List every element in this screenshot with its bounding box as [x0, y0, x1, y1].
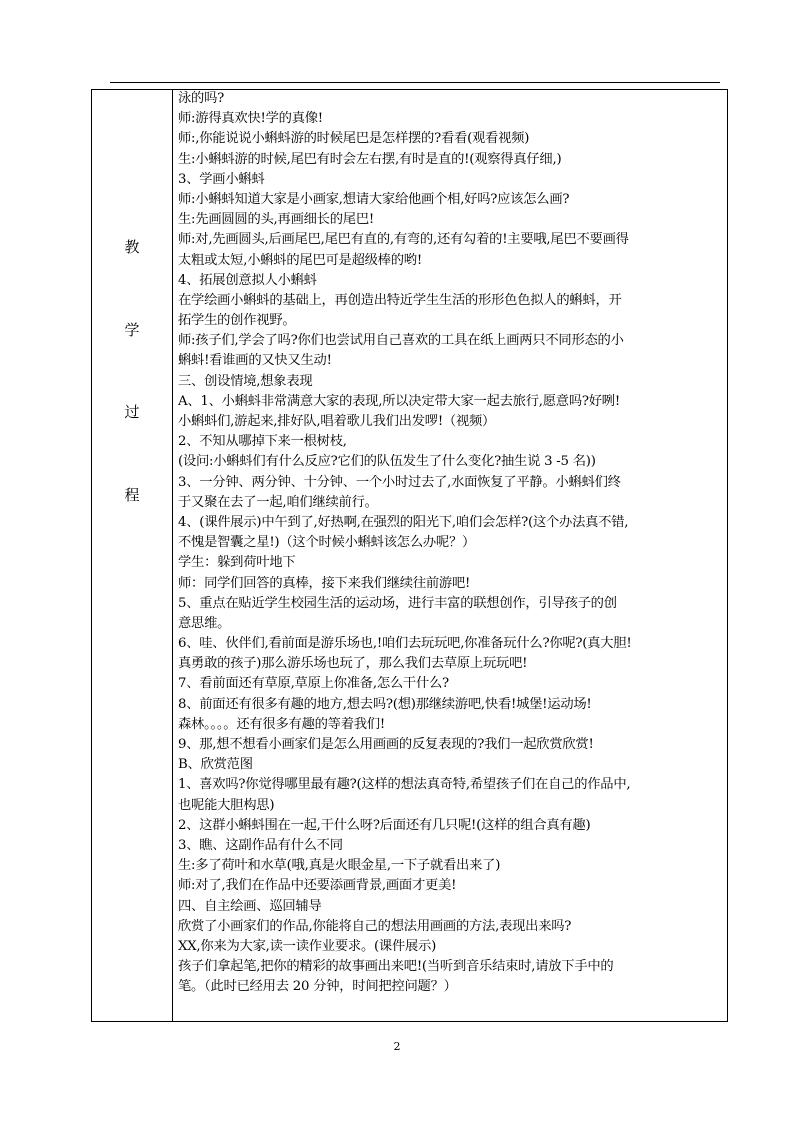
section-label-cell [92, 90, 172, 1021]
content-line: 不愧是智囊之星!)（这个时候小蝌蚪该怎么办呢？） [178, 535, 476, 551]
lesson-content-cell [178, 89, 724, 997]
content-line: XX,你来为大家,读一读作业要求。(课件展示) [178, 938, 437, 954]
section-label-char: 程 [124, 486, 140, 504]
content-line: 在学绘画小蝌蚪的基础上，再创造出特近学生生活的形形色色拟人的蝌蚪，开 [178, 292, 622, 308]
content-line: 6、哇、伙伴们,看前面是游乐场也,!咱们去玩玩吧,你准备玩什么?你呢?(真大胆! [178, 636, 632, 652]
content-line: 三、创设情境,想象表现 [178, 373, 313, 389]
content-line: 生:先画圆圆的头,再画细长的尾巴! [178, 212, 374, 228]
page-number: 2 [393, 1040, 401, 1053]
content-line: 生:多了荷叶和水草(哦,真是火眼金星,一下子就看出来了) [178, 858, 501, 874]
section-label-char: 过 [124, 403, 140, 421]
content-line: 拓学生的创作视野。 [178, 313, 296, 329]
content-line: 3、瞧、这副作品有什么不同 [178, 837, 343, 853]
content-line: 师:,你能说说小蝌蚪游的时候尾巴是怎样摆的?看看(观看视频) [178, 131, 530, 147]
content-line: 1、喜欢吗?你觉得哪里最有趣?(这样的想法真奇特,希望孩子们在自己的作品中, [178, 777, 631, 793]
content-line: 8、前面还有很多有趣的地方,想去吗?(想)那继续游吧,快看!城堡!运动场! [178, 696, 592, 712]
content-line: 师:对了,我们在作品中还要添画背景,画面才更美! [178, 878, 457, 894]
content-line: A、1、小蝌蚪非常满意大家的表现,所以决定带大家一起去旅行,愿意吗?好咧! [178, 393, 620, 409]
content-line: 真勇敢的孩子)那么游乐场也玩了，那么我们去草原上玩玩吧! [178, 656, 528, 672]
content-line: 欣赏了小画家们的作品,你能将自己的想法用画画的方法,表现出来吗? [178, 918, 572, 934]
content-line: 2、不知从哪掉下来一根树枝, [178, 434, 347, 450]
content-line: B、欣赏范图 [178, 757, 253, 773]
content-line: 意思维。 [178, 615, 231, 631]
content-line: 4、(课件展示)中午到了,好热啊,在强烈的阳光下,咱们会怎样?(这个办法真不错, [178, 514, 629, 530]
content-line: 四、自主绘画、巡回辅导 [178, 898, 322, 914]
section-label-char: 教 [124, 238, 140, 256]
content-line: 泳的吗? [178, 91, 225, 106]
content-line: 5、重点在贴近学生校园生活的运动场，进行丰富的联想创作，引导孩子的创 [178, 595, 617, 611]
content-line: (设问:小蝌蚪们有什么反应?它们的队伍发生了什么变化?抽生说 3 -5 名)) [178, 454, 596, 470]
content-line: 师：同学们回答的真棒，接下来我们继续往前游吧! [178, 575, 471, 591]
content-line: 生:小蝌蚪游的时候,尾巴有时会左右摆,有时是直的!(观察得真仔细,) [178, 151, 562, 167]
header-rule [110, 82, 720, 83]
content-line: 9、那,想不想看小画家们是怎么用画画的反复表现的?我们一起欣赏欣赏! [178, 737, 594, 752]
content-line: 师:游得真欢快!学的真像! [178, 111, 323, 127]
lesson-table [91, 89, 728, 1022]
content-line: 笔。（此时已经用去 20 分钟，时间把控问题？） [178, 979, 457, 995]
content-line: 也呢能大胆构思) [178, 797, 275, 813]
content-line: 师:对,先画圆头,后画尾巴,尾巴有直的,有弯的,还有勾着的!主要哦,尾巴不要画得 [178, 232, 629, 248]
content-line: 3、一分钟、两分钟、十分钟、一个小时过去了,水面恢复了平静。小蝌蚪们终 [178, 474, 621, 490]
content-line: 4、拓展创意拟人小蝌蚪 [178, 272, 317, 288]
content-line: 师:小蝌蚪知道大家是小画家,想请大家给他画个相,好吗?应该怎么画? [178, 191, 570, 207]
content-line: 2、这群小蝌蚪围在一起,干什么呀?后面还有几只呢!(这样的组合真有趣) [178, 817, 591, 833]
content-line: 师:孩子们,学会了吗?你们也尝试用自己喜欢的工具在纸上画两只不同形态的小 [178, 333, 624, 349]
column-divider [172, 90, 173, 1021]
content-line: 于又聚在去了一起,咱们继续前行。 [178, 494, 378, 510]
content-line: 小蝌蚪们,游起来,排好队,唱着歌儿我们出发啰!（视频） [178, 414, 496, 429]
content-line: 太粗或太短,小蝌蚪的尾巴可是超级棒的哟! [178, 252, 422, 268]
content-line: 森林。。。。还有很多有趣的等着我们! [178, 716, 385, 732]
content-line: 学生：躲到荷叶地下 [178, 555, 296, 571]
content-line: 蝌蚪!看谁画的又快又生动! [178, 353, 332, 369]
content-line: 7、看前面还有草原,草原上你准备,怎么干什么? [178, 676, 449, 692]
content-line: 孩子们拿起笔,把你的精彩的故事画出来吧!(当听到音乐结束时,请放下手中的 [178, 959, 614, 975]
section-label-char: 学 [124, 321, 140, 339]
content-line: 3、学画小蝌蚪 [178, 171, 265, 187]
